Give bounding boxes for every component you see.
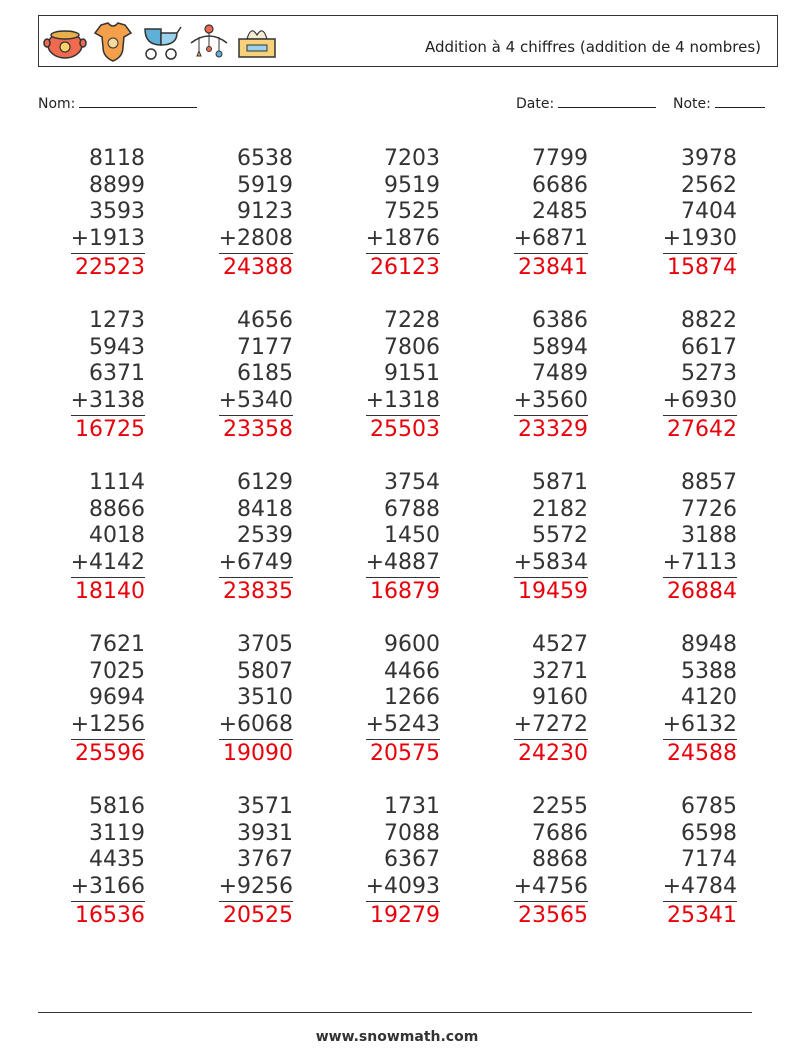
- addend: 6686: [532, 172, 588, 198]
- addend: 5388: [681, 658, 737, 684]
- addend: 3119: [89, 820, 145, 846]
- addend: 8118: [89, 146, 145, 171]
- sum-rule: +1318: [366, 388, 440, 416]
- addend-with-plus: [478, 874, 588, 902]
- addend: 8868: [532, 847, 588, 873]
- addend-with-plus: [627, 550, 737, 578]
- addend: 9519: [384, 172, 440, 198]
- addend: 5572: [532, 523, 588, 549]
- baby-stroller-icon: [139, 21, 183, 63]
- answer: 26123: [370, 254, 440, 280]
- addend: 6788: [384, 496, 440, 522]
- addend-with-plus: [627, 388, 737, 416]
- addend: 3271: [532, 658, 588, 684]
- sum-rule: +4093: [366, 874, 440, 902]
- addition-problem: [330, 146, 440, 282]
- addition-problem: [478, 794, 588, 930]
- addend: 3767: [237, 847, 293, 873]
- addend-with-plus: [35, 712, 145, 740]
- sum-rule: +4887: [366, 550, 440, 578]
- addend: 9694: [89, 685, 145, 711]
- addend: 2182: [532, 496, 588, 522]
- name-label: Nom:: [38, 96, 76, 112]
- addend: 4656: [237, 308, 293, 333]
- addend: 7489: [532, 361, 588, 387]
- answer: 24230: [518, 740, 588, 766]
- addend: 6617: [681, 334, 737, 360]
- addend-with-plus: [478, 226, 588, 254]
- addend-with-plus: [627, 874, 737, 902]
- addend: 7088: [384, 820, 440, 846]
- addend: 8948: [681, 632, 737, 657]
- sum-rule: +4142: [71, 550, 145, 578]
- addend: 4435: [89, 847, 145, 873]
- addend: 3754: [384, 470, 440, 495]
- sum-rule: +6068: [219, 712, 293, 740]
- sum-rule: +9256: [219, 874, 293, 902]
- addend: 5919: [237, 172, 293, 198]
- answer: 18140: [75, 578, 145, 604]
- addition-problem: [478, 470, 588, 606]
- answer: 24588: [667, 740, 737, 766]
- answer: 16536: [75, 902, 145, 928]
- addend-with-plus: [183, 388, 293, 416]
- addend: 7621: [89, 632, 145, 657]
- addend-with-plus: [183, 226, 293, 254]
- addend: 7404: [681, 199, 737, 225]
- addend: 7726: [681, 496, 737, 522]
- grade-line: [715, 93, 765, 108]
- addition-problem: [35, 308, 145, 444]
- addend: 5273: [681, 361, 737, 387]
- addend: 1266: [384, 685, 440, 711]
- addend: 1114: [89, 470, 145, 495]
- sum-rule: +5340: [219, 388, 293, 416]
- addend: 3705: [237, 632, 293, 657]
- answer: 24388: [223, 254, 293, 280]
- addend: 4018: [89, 523, 145, 549]
- addition-problem: [627, 470, 737, 606]
- addend: 8418: [237, 496, 293, 522]
- addend: 2539: [237, 523, 293, 549]
- addend: 6371: [89, 361, 145, 387]
- addend: 4120: [681, 685, 737, 711]
- addend-with-plus: [330, 874, 440, 902]
- addend: 5807: [237, 658, 293, 684]
- sum-rule: +6930: [663, 388, 737, 416]
- addend-with-plus: [627, 226, 737, 254]
- addend: 7799: [532, 146, 588, 171]
- addition-problem: [183, 632, 293, 768]
- footer-divider: [38, 1012, 752, 1013]
- addend: 8822: [681, 308, 737, 333]
- name-field: [38, 93, 197, 112]
- name-line: [79, 93, 197, 108]
- addend: 5943: [89, 334, 145, 360]
- answer: 23329: [518, 416, 588, 442]
- footer-site: www.snowmath.com: [315, 1029, 479, 1045]
- addend: 2485: [532, 199, 588, 225]
- addend: 7806: [384, 334, 440, 360]
- worksheet-header: [38, 15, 778, 67]
- sum-rule: +6132: [663, 712, 737, 740]
- addend-with-plus: [478, 388, 588, 416]
- answer: 23835: [223, 578, 293, 604]
- sum-rule: +2808: [219, 226, 293, 254]
- answer: 25503: [370, 416, 440, 442]
- addition-problem: [183, 470, 293, 606]
- addend: 9123: [237, 199, 293, 225]
- sum-rule: +4756: [514, 874, 588, 902]
- addend-with-plus: [35, 226, 145, 254]
- addend: 6386: [532, 308, 588, 333]
- sum-rule: +1876: [366, 226, 440, 254]
- addition-problem: [478, 146, 588, 282]
- addend: 1731: [384, 794, 440, 819]
- addition-problem: [35, 632, 145, 768]
- addition-problem: [35, 470, 145, 606]
- addition-problem: [330, 794, 440, 930]
- answer: 23841: [518, 254, 588, 280]
- addend-with-plus: [35, 388, 145, 416]
- addend: 7025: [89, 658, 145, 684]
- answer: 26884: [667, 578, 737, 604]
- answer: 19090: [223, 740, 293, 766]
- addend: 6185: [237, 361, 293, 387]
- answer: 16725: [75, 416, 145, 442]
- addend: 3188: [681, 523, 737, 549]
- sum-rule: +3138: [71, 388, 145, 416]
- addend: 9160: [532, 685, 588, 711]
- addition-problem: [627, 308, 737, 444]
- answer: 22523: [75, 254, 145, 280]
- addend: 3978: [681, 146, 737, 171]
- sum-rule: +1913: [71, 226, 145, 254]
- sum-rule: +5834: [514, 550, 588, 578]
- worksheet-title: Addition à 4 chiffres (addition de 4 nombres): [424, 38, 761, 56]
- addend: 6538: [237, 146, 293, 171]
- addend: 9600: [384, 632, 440, 657]
- answer: 15874: [667, 254, 737, 280]
- addition-problem: [478, 632, 588, 768]
- date-line: [558, 93, 656, 108]
- sum-rule: +1930: [663, 226, 737, 254]
- answer: 23358: [223, 416, 293, 442]
- addition-problem: [330, 308, 440, 444]
- addend: 7174: [681, 847, 737, 873]
- addend: 8899: [89, 172, 145, 198]
- sum-rule: +3166: [71, 874, 145, 902]
- addend: 3571: [237, 794, 293, 819]
- addend: 9151: [384, 361, 440, 387]
- addend-with-plus: [330, 550, 440, 578]
- answer: 25341: [667, 902, 737, 928]
- addend-with-plus: [183, 550, 293, 578]
- addition-problem: [183, 794, 293, 930]
- addend: 8866: [89, 496, 145, 522]
- addend-with-plus: [627, 712, 737, 740]
- sum-rule: +6871: [514, 226, 588, 254]
- answer: 19459: [518, 578, 588, 604]
- addend: 6367: [384, 847, 440, 873]
- addend: 5871: [532, 470, 588, 495]
- answer: 20575: [370, 740, 440, 766]
- addend: 5816: [89, 794, 145, 819]
- addend: 8857: [681, 470, 737, 495]
- addend-with-plus: [330, 712, 440, 740]
- addition-problem: [330, 632, 440, 768]
- addition-problem: [183, 146, 293, 282]
- addend: 3510: [237, 685, 293, 711]
- addend: 7228: [384, 308, 440, 333]
- addend: 1273: [89, 308, 145, 333]
- addition-problem: [627, 794, 737, 930]
- addend-with-plus: [330, 388, 440, 416]
- answer: 23565: [518, 902, 588, 928]
- addend: 6598: [681, 820, 737, 846]
- tissue-box-icon: [235, 21, 279, 63]
- date-field: [516, 93, 656, 112]
- answer: 16879: [370, 578, 440, 604]
- addition-problem: [478, 308, 588, 444]
- addend: 1450: [384, 523, 440, 549]
- header-icons: [43, 21, 279, 63]
- sum-rule: +6749: [219, 550, 293, 578]
- pot-icon: [43, 21, 87, 63]
- addend: 3931: [237, 820, 293, 846]
- sum-rule: +3560: [514, 388, 588, 416]
- addend: 3593: [89, 199, 145, 225]
- addend: 4466: [384, 658, 440, 684]
- sum-rule: +7272: [514, 712, 588, 740]
- addition-problem: [183, 308, 293, 444]
- sum-rule: +5243: [366, 712, 440, 740]
- date-label: Date:: [516, 96, 555, 112]
- addend-with-plus: [183, 712, 293, 740]
- addend: 6785: [681, 794, 737, 819]
- addend: 7525: [384, 199, 440, 225]
- addend-with-plus: [478, 712, 588, 740]
- addend: 4527: [532, 632, 588, 657]
- addition-problem: [330, 470, 440, 606]
- addend: 2255: [532, 794, 588, 819]
- addition-problem: [35, 146, 145, 282]
- sum-rule: +4784: [663, 874, 737, 902]
- baby-mobile-icon: [187, 21, 231, 63]
- addend: 6129: [237, 470, 293, 495]
- addend-with-plus: [35, 874, 145, 902]
- baby-bodysuit-icon: [91, 21, 135, 63]
- grade-field: [673, 93, 765, 112]
- addition-problem: [627, 632, 737, 768]
- addition-problem: [35, 794, 145, 930]
- addend: 7177: [237, 334, 293, 360]
- sum-rule: +1256: [71, 712, 145, 740]
- addend: 7203: [384, 146, 440, 171]
- answer: 19279: [370, 902, 440, 928]
- answer: 27642: [667, 416, 737, 442]
- addend-with-plus: [330, 226, 440, 254]
- answer: 20525: [223, 902, 293, 928]
- sum-rule: +7113: [663, 550, 737, 578]
- addend: 2562: [681, 172, 737, 198]
- answer: 25596: [75, 740, 145, 766]
- addend-with-plus: [478, 550, 588, 578]
- addend: 5894: [532, 334, 588, 360]
- addend-with-plus: [35, 550, 145, 578]
- addend-with-plus: [183, 874, 293, 902]
- addition-problem: [627, 146, 737, 282]
- grade-label: Note:: [673, 96, 711, 112]
- addend: 7686: [532, 820, 588, 846]
